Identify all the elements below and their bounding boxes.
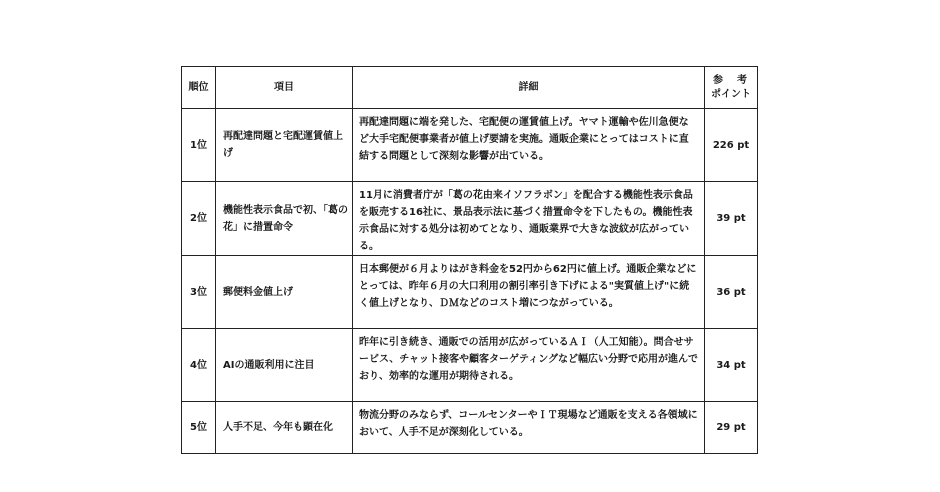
detail-cell: 日本郵便が６月よりはがき料金を52円から62円に値上げ。通販企業などにとっては、昨年６月の大口利用の割引率引き下げによる"実質値上げ"に続く値上げとなり、ＤＭなどのコスト増につながっている。 [353, 256, 705, 329]
header-detail: 詳細 [353, 67, 705, 109]
rank-cell: 2位 [182, 182, 216, 256]
header-rank: 順位 [182, 67, 216, 109]
table-row [182, 256, 758, 329]
table-row [182, 329, 758, 402]
item-cell: 人手不足、今年も顕在化 [216, 402, 353, 454]
ranking-table [181, 66, 758, 454]
rank-cell: 3位 [182, 256, 216, 329]
rank-cell: 4位 [182, 329, 216, 402]
points-cell: 39 pt [705, 182, 758, 256]
detail-cell: 再配達問題に端を発した、宅配便の運賃値上げ。ヤマト運輸や佐川急便など大手宅配便事業者が値上げ要請を実施。通販企業にとってはコストに直結する問題として深刻な影響が出ている。 [353, 109, 705, 182]
header-points-line1: 参 考 [713, 74, 749, 86]
item-cell: 郵便料金値上げ [216, 256, 353, 329]
item-cell: 再配達問題と宅配運賃値上げ [216, 109, 353, 182]
table-row [182, 109, 758, 182]
header-item: 項目 [216, 67, 353, 109]
item-cell: 機能性表示食品で初、「葛の花」に措置命令 [216, 182, 353, 256]
rank-cell: 5位 [182, 402, 216, 454]
header-row [182, 67, 758, 109]
detail-cell: 物流分野のみならず、コールセンターやＩＴ現場など通販を支える各領域において、人手不足が深刻化している。 [353, 402, 705, 454]
detail-cell: 11月に消費者庁が「葛の花由来イソフラボン」を配合する機能性表示食品を販売する16社に、景品表示法に基づく措置命令を下したもの。機能性表示食品に対する処分は初めてとなり、通販業界で大きな波紋が広がっている。 [353, 182, 705, 256]
points-cell: 226 pt [705, 109, 758, 182]
rank-cell: 1位 [182, 109, 216, 182]
header-points [705, 67, 758, 109]
points-cell: 29 pt [705, 402, 758, 454]
detail-cell: 昨年に引き続き、通販での活用が広がっているＡＩ（人工知能）。問合せサービス、チャット接客や顧客ターゲティングなど幅広い分野で応用が進んでおり、効率的な運用が期待される。 [353, 329, 705, 402]
points-cell: 34 pt [705, 329, 758, 402]
table-row [182, 402, 758, 454]
item-cell: AIの通販利用に注目 [216, 329, 353, 402]
points-cell: 36 pt [705, 256, 758, 329]
header-points-line2: ポイント [711, 88, 751, 100]
table-row [182, 182, 758, 256]
